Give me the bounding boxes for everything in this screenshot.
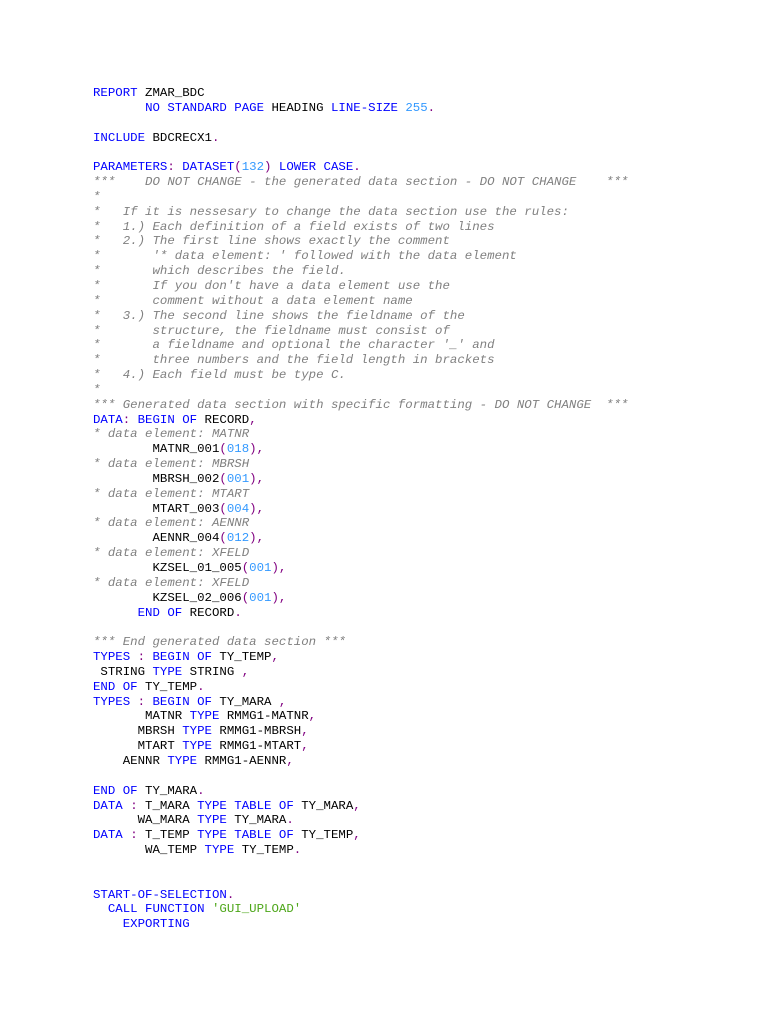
punctuation-token: : [137,650,146,665]
text-token: ZMAR_BDC [137,86,205,100]
keyword-token: TYPE [204,843,235,858]
punctuation-token: ( [219,442,227,457]
punctuation-token: ), [249,531,265,546]
comment-token: * structure, the fieldname must consist of [93,323,450,338]
text-token [93,606,138,620]
string-token: 'GUI_UPLOAD' [211,902,302,917]
code-line [93,353,753,368]
text-token: MBRSH_002 [93,471,220,486]
punctuation-token: , [249,412,257,427]
punctuation-token: ( [219,501,227,516]
punctuation-token: ( [234,160,242,175]
keyword-token: TYPE [182,739,212,754]
punctuation-token: ), [249,501,265,516]
comment-token: * data element: XFELD [93,546,250,561]
text-token [145,650,152,664]
code-line [93,457,753,472]
code-line [93,576,753,591]
keyword-token: BEGIN OF [152,694,212,709]
code-line [93,220,753,235]
code-line [93,309,753,324]
comment-token: * a fieldname and optional the character '_' and [93,338,495,353]
text-token: MATNR [93,709,190,724]
keyword-token: BEGIN OF [152,650,212,665]
code-line [93,131,753,146]
text-token: RMMG1-MBRSH [211,724,302,739]
punctuation-token: . [211,130,220,145]
text-token: T_MARA [137,798,198,813]
text-token: RECORD [197,412,250,427]
code-line [93,902,753,917]
keyword-token: INCLUDE [93,130,146,145]
code-line [93,249,753,264]
keyword-token: TYPE TABLE OF [197,828,294,843]
text-token: AENNR [93,753,168,768]
code-line [93,799,753,814]
keyword-token: TYPES [93,694,131,709]
code-line [93,190,753,205]
code-line [93,858,753,873]
punctuation-token: , [353,828,361,843]
comment-token: * data element: MTART [93,486,250,501]
text-token [145,695,152,709]
text-token: STRING [182,664,242,679]
keyword-token: TYPE [167,753,198,768]
keyword-token: LINE-SIZE [330,100,398,115]
keyword-token: TYPE [152,664,183,679]
code-line [93,338,753,353]
punctuation-token: ( [219,471,227,486]
number-token: 018 [226,442,250,457]
punctuation-token: , [301,739,309,754]
text-token: TY_MARA [293,798,354,813]
punctuation-token: , [301,724,309,739]
code-line [93,101,753,116]
text-token: HEADING [264,100,331,115]
keyword-token: END OF [93,679,138,694]
punctuation-token: : [130,828,138,843]
keyword-token: NO STANDARD PAGE [145,100,265,115]
punctuation-token: . [197,679,205,694]
punctuation-token: ), [249,471,265,486]
punctuation-token: : [137,694,146,709]
comment-token: * 4.) Each field must be type C. [93,368,346,383]
text-token: TY_TEMP [234,843,294,858]
comment-token: * comment without a data element name [93,293,413,308]
punctuation-token: ( [241,561,250,575]
code-line [93,784,753,799]
text-token: RMMG1-AENNR [197,753,287,768]
comment-token: * '* data element: ' followed with the data element [93,249,517,264]
code-line [93,324,753,339]
code-line [93,650,753,665]
punctuation-token: , [278,694,287,709]
comment-token: * data element: MBRSH [93,457,250,472]
code-line [93,368,753,383]
text-token [93,902,108,916]
text-token: MBRSH [93,724,183,739]
text-token: KZSEL_01_005 [93,561,242,575]
punctuation-token: . [197,783,205,798]
keyword-token: EXPORTING [122,917,190,932]
punctuation-token: . [427,100,436,115]
text-token [130,695,137,709]
number-token: 012 [226,531,250,546]
text-token: RECORD [182,605,235,620]
text-token: BDCRECX1 [145,130,212,145]
code-line [93,769,753,784]
code-line [93,279,753,294]
number-token: 004 [226,501,250,516]
text-token: WA_TEMP [93,843,205,858]
code-line [93,546,753,561]
text-token: MATNR_001 [93,442,220,457]
punctuation-token: ) [264,160,272,175]
punctuation-token: . [286,813,294,828]
keyword-token: CALL FUNCTION [107,902,205,917]
code-line [93,472,753,487]
punctuation-token: ), [249,442,265,457]
text-token: T_TEMP [137,828,198,843]
code-line [93,561,753,576]
text-token: MTART [93,739,183,754]
keyword-token: TYPE [182,724,212,739]
text-token: TY_MARA [226,813,287,828]
code-line [93,516,753,531]
code-line [93,754,753,769]
number-token: 001 [249,561,272,575]
keyword-token: PARAMETERS [93,160,168,175]
text-token [271,160,278,174]
text-token [93,101,145,115]
text-token: RMMG1-MATNR [219,709,309,724]
code-line [93,739,753,754]
comment-token: *** End generated data section *** [93,635,346,650]
code-line [93,383,753,398]
text-token: TY_MARA [137,783,198,798]
keyword-token: LOWER CASE [278,160,354,175]
code-line [93,294,753,309]
code-line [93,591,753,606]
code-listing [93,86,753,932]
keyword-token: END OF [137,605,183,620]
code-line [93,828,753,843]
text-token: STRING [93,664,153,679]
code-line [93,620,753,635]
keyword-token: END OF [93,783,138,798]
comment-token: * If it is nessesary to change the data section use the rules: [93,204,569,219]
keyword-token: TYPE [197,813,227,828]
text-token: TY_TEMP [137,679,198,694]
code-line [93,442,753,457]
code-line [93,398,753,413]
number-token: 132 [241,160,265,175]
comment-token: * data element: XFELD [93,575,250,590]
punctuation-token: ), [271,590,287,605]
keyword-token: TYPE TABLE OF [197,798,294,813]
text-token [130,413,137,427]
punctuation-token: ), [271,561,287,575]
code-line [93,160,753,175]
comment-token: * 3.) The second line shows the fieldname of the [93,308,465,323]
comment-token: * [93,382,101,397]
code-line [93,175,753,190]
text-token: RMMG1-MTART [211,739,302,754]
punctuation-token: , [308,709,317,724]
text-token [205,902,212,916]
text-token: TY_MARA [212,694,279,709]
comment-token: * data element: MATNR [93,427,250,442]
comment-token: * which describes the field. [93,264,346,279]
code-line [93,116,753,131]
punctuation-token: : [122,412,131,427]
code-line [93,234,753,249]
keyword-token: TYPES [93,650,131,665]
punctuation-token: . [234,605,242,620]
comment-token: *** DO NOT CHANGE - the generated data section - DO NOT CHANGE *** [93,175,629,190]
code-line [93,709,753,724]
number-token: 001 [249,590,272,605]
keyword-token: DATA [93,798,123,813]
text-token: KZSEL_02_006 [93,590,242,605]
punctuation-token: , [271,650,279,665]
code-line [93,873,753,888]
punctuation-token: : [130,798,138,813]
comment-token: *** Generated data section with specific formatting - DO NOT CHANGE *** [93,397,629,412]
keyword-token: TYPE [189,709,220,724]
code-line [93,205,753,220]
code-line [93,917,753,932]
keyword-token: DATA [93,828,123,843]
code-line [93,531,753,546]
keyword-token: DATA [93,412,123,427]
comment-token: * If you don't have a data element use the [93,278,450,293]
punctuation-token: . [353,160,361,175]
punctuation-token: . [293,843,302,858]
keyword-token: REPORT [93,86,138,100]
code-line [93,86,753,101]
code-line [93,606,753,621]
code-line [93,888,753,903]
comment-token: * data element: AENNR [93,516,250,531]
code-line [93,413,753,428]
comment-token: * 1.) Each definition of a field exists of two lines [93,219,495,234]
punctuation-token: . [226,887,235,902]
keyword-token: START-OF-SELECTION [93,887,227,902]
punctuation-token: ( [241,590,250,605]
punctuation-token: : [167,160,175,175]
keyword-token: DATASET [182,160,235,175]
code-line [93,680,753,695]
comment-token: * [93,189,101,204]
code-line [93,813,753,828]
comment-token: * 2.) The first line shows exactly the comment [93,234,450,249]
keyword-token: BEGIN OF [137,412,198,427]
number-token: 255 [405,100,428,115]
text-token: MTART_003 [93,501,220,516]
code-line [93,145,753,160]
code-line [93,695,753,710]
code-line [93,502,753,517]
code-line [93,724,753,739]
number-token: 001 [226,471,250,486]
code-line [93,635,753,650]
code-line [93,264,753,279]
punctuation-token: ( [219,531,227,546]
code-line [93,487,753,502]
text-token: TY_TEMP [293,828,354,843]
code-line [93,843,753,858]
comment-token: * three numbers and the field length in brackets [93,353,495,368]
punctuation-token: , [286,753,294,768]
punctuation-token: , [241,664,250,679]
code-line [93,427,753,442]
punctuation-token: , [353,798,361,813]
text-token [93,917,123,931]
text-token: AENNR_004 [93,531,220,546]
text-token [130,650,137,664]
text-token: WA_MARA [93,813,198,828]
code-line [93,665,753,680]
text-token: TY_TEMP [212,650,272,665]
